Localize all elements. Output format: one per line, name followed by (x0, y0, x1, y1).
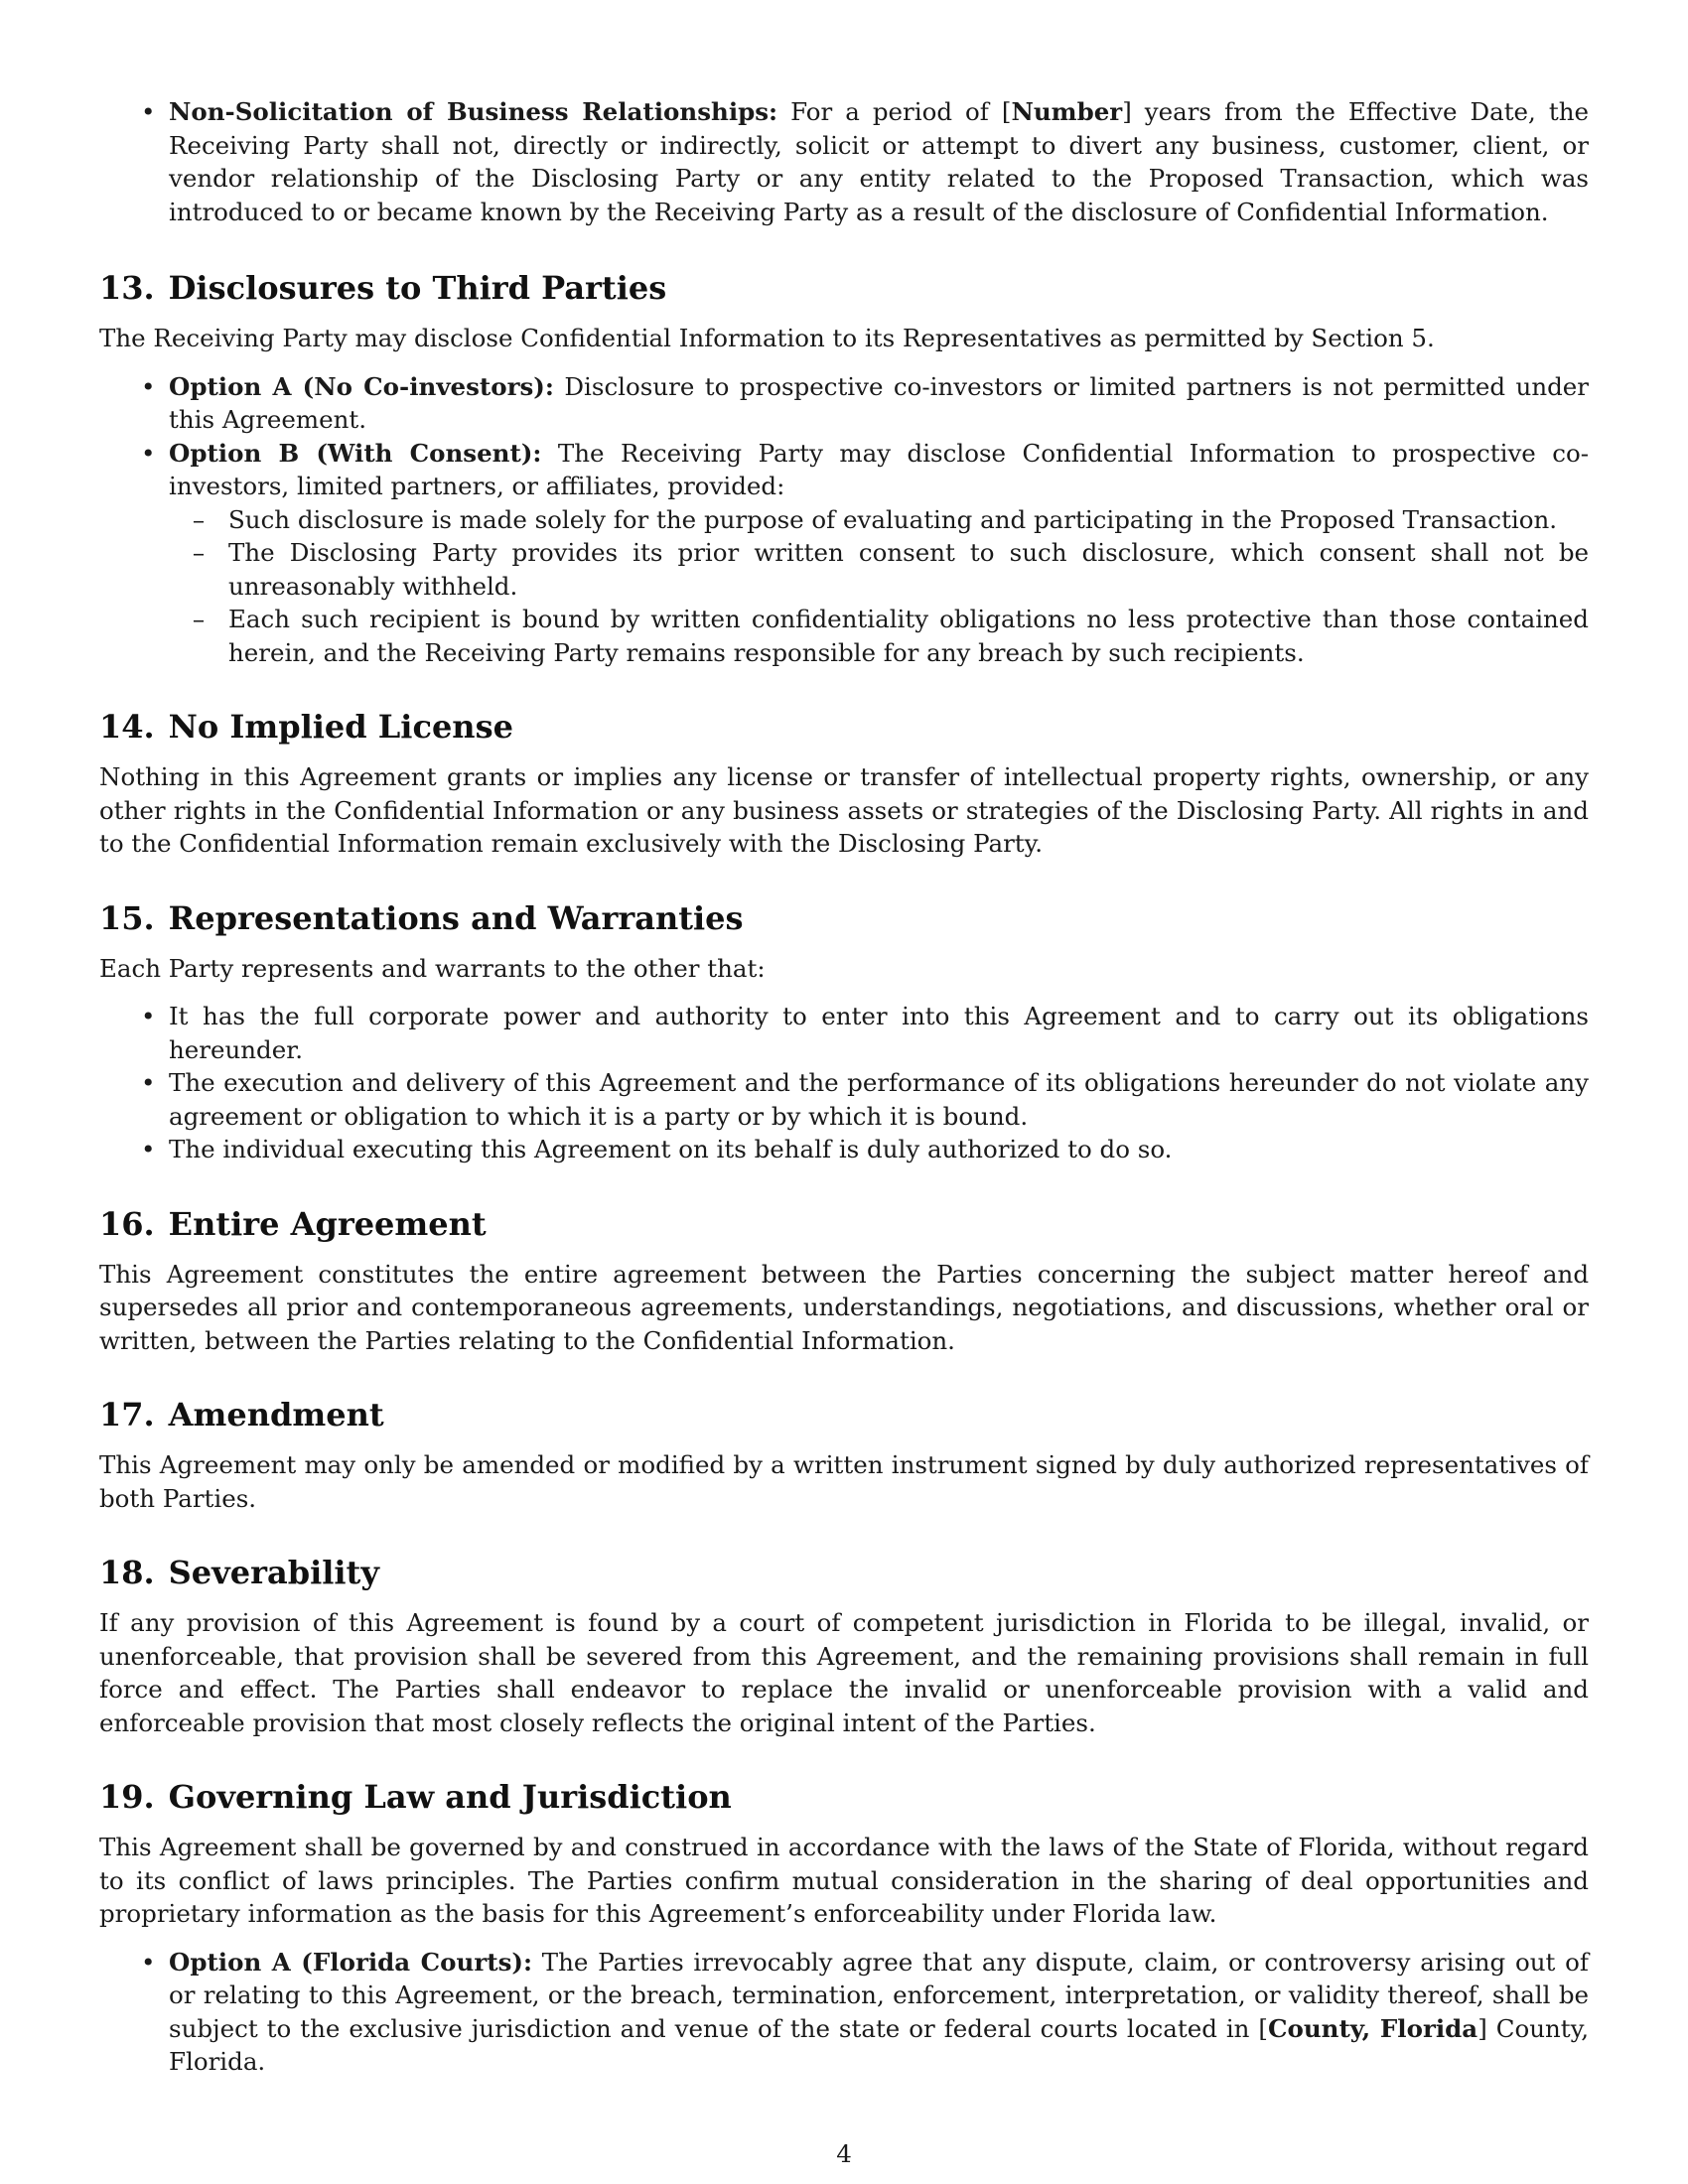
non-solicitation-label: Non-Solicitation of Business Relationships: (169, 97, 778, 126)
option-a-label: Option A (No Co-investors): (169, 371, 554, 401)
non-solicitation-list (99, 95, 1589, 228)
section-14-body: Nothing in this Agreement grants or implies any license or transfer of intellectual property rights, ownership, or any other rights in the Confidential Information or any business assets or strategies of the Disclosing Party. All rights in and to the Confidential Information remain exclusively with the Disclosing Party. (99, 762, 1589, 858)
section-19-options (99, 1946, 1589, 2079)
section-16-title: Entire Agreement (168, 1204, 487, 1243)
section-18-number: 18. (99, 1554, 155, 1591)
page-number: 4 (836, 2139, 852, 2168)
section-16-number: 16. (99, 1204, 155, 1243)
section-13-title: Disclosures to Third Parties (168, 269, 667, 307)
section-18-title: Severability (168, 1554, 379, 1591)
warranty-item: • The individual executing this Agreement on its behalf is duly authorized to do so. (99, 1133, 1589, 1166)
section-19-title: Governing Law and Jurisdiction (168, 1778, 732, 1816)
county-placeholder: County, Florida (1268, 2013, 1478, 2043)
section-17-heading (99, 1395, 1589, 1434)
section-16-heading (99, 1204, 1589, 1244)
section-13-heading (99, 268, 1589, 308)
section-15-list (99, 1000, 1589, 1166)
non-solicitation-text-a: For a period of [ (777, 97, 1012, 126)
section-18-heading (99, 1553, 1589, 1592)
section-14-heading (99, 707, 1589, 747)
florida-courts-text-a: The Parties irrevocably agree that any dispute, claim, or controversy arising out of or relating to this Agreement, or the breach, termination, enforcement, interpretation, or validity thereof, shall be subject to the exclusive jurisdiction and venue of the state or federal courts located in [ (169, 1947, 1589, 2043)
florida-courts-text-b: ] County, Florida. (169, 2013, 1589, 2076)
section-15-intro: Each Party represents and warrants to the other that: (99, 953, 766, 983)
section-13-option-b (99, 437, 1589, 670)
section-13-option-a (99, 370, 1589, 437)
section-17-body: This Agreement may only be amended or modified by a written instrument signed by duly authorized representatives of both Parties. (99, 1450, 1589, 1513)
option-a-text: Disclosure to prospective co-investors or limited partners is not permitted under this Agreement. (169, 371, 1589, 434)
section-13-number: 13. (99, 269, 155, 307)
section-13-intro: The Receiving Party may disclose Confidential Information to its Representatives as permitted by Section 5. (99, 324, 1435, 352)
section-19-heading (99, 1777, 1589, 1817)
section-14-title: No Implied License (168, 708, 513, 746)
section-17-number: 17. (99, 1396, 155, 1433)
condition-item: – The Disclosing Party provides its prior written consent to such disclosure, which consent shall not be unreasonably withheld. (169, 536, 1589, 603)
option-b-label: Option B (With Consent): (169, 438, 542, 468)
section-19-option-a (99, 1946, 1589, 2079)
section-15-title: Representations and Warranties (168, 898, 744, 937)
warranty-item: • It has the full corporate power and authority to enter into this Agreement and to carry out its obligations hereunder. (99, 1000, 1589, 1066)
section-15-number: 15. (99, 898, 155, 937)
warranty-item: • The execution and delivery of this Agreement and the performance of its obligations hereunder do not violate any agreement or obligation to which it is a party or by which it is bound. (99, 1066, 1589, 1133)
condition-item: – Each such recipient is bound by written confidentiality obligations no less protective than those contained herein, and the Receiving Party remains responsible for any breach by such recipients. (169, 603, 1589, 669)
non-solicitation-text-b: ] years from the Effective Date, the Receiving Party shall not, directly or indirectly, solicit or attempt to divert any business, customer, client, or vendor relationship of the Disclosing Party or any entity related to the Proposed Transaction, which was introduced to or became known by the Receiving Party as a result of the disclosure of Confidential Information. (169, 97, 1589, 226)
section-13-options (99, 370, 1589, 670)
section-19-number: 19. (99, 1778, 155, 1816)
florida-courts-label: Option A (Florida Courts): (169, 1947, 532, 1977)
document-page (99, 95, 1589, 2079)
section-15-heading (99, 898, 1589, 938)
condition-item: – Such disclosure is made solely for the purpose of evaluating and participating in the Proposed Transaction. (169, 503, 1589, 537)
section-16-body: This Agreement constitutes the entire agreement between the Parties concerning the subject matter hereof and supersedes all prior and contemporaneous agreements, understandings, negotiations, and discussions, whether oral or written, between the Parties relating to the Confidential Information. (99, 1259, 1589, 1355)
option-b-text: The Receiving Party may disclose Confidential Information to prospective co-investors, limited partners, or affiliates, provided: (169, 438, 1589, 500)
section-14-number: 14. (99, 708, 155, 746)
non-solicitation-item (99, 95, 1589, 228)
section-19-body: This Agreement shall be governed by and construed in accordance with the laws of the State of Florida, without regard to its conflict of laws principles. The Parties confirm mutual consideration in the sharing of deal opportunities and proprietary information as the basis for this Agreement’s enforceability under Florida law. (99, 1833, 1589, 1928)
option-b-conditions (169, 503, 1589, 670)
section-17-title: Amendment (168, 1396, 384, 1433)
number-placeholder: Number (1011, 97, 1123, 126)
section-18-body: If any provision of this Agreement is found by a court of competent jurisdiction in Florida to be illegal, invalid, or unenforceable, that provision shall be severed from this Agreement, and the remaining provisions shall remain in full force and effect. The Parties shall endeavor to replace the invalid or unenforceable provision with a valid and enforceable provision that most closely reflects the original intent of the Parties. (99, 1608, 1589, 1737)
